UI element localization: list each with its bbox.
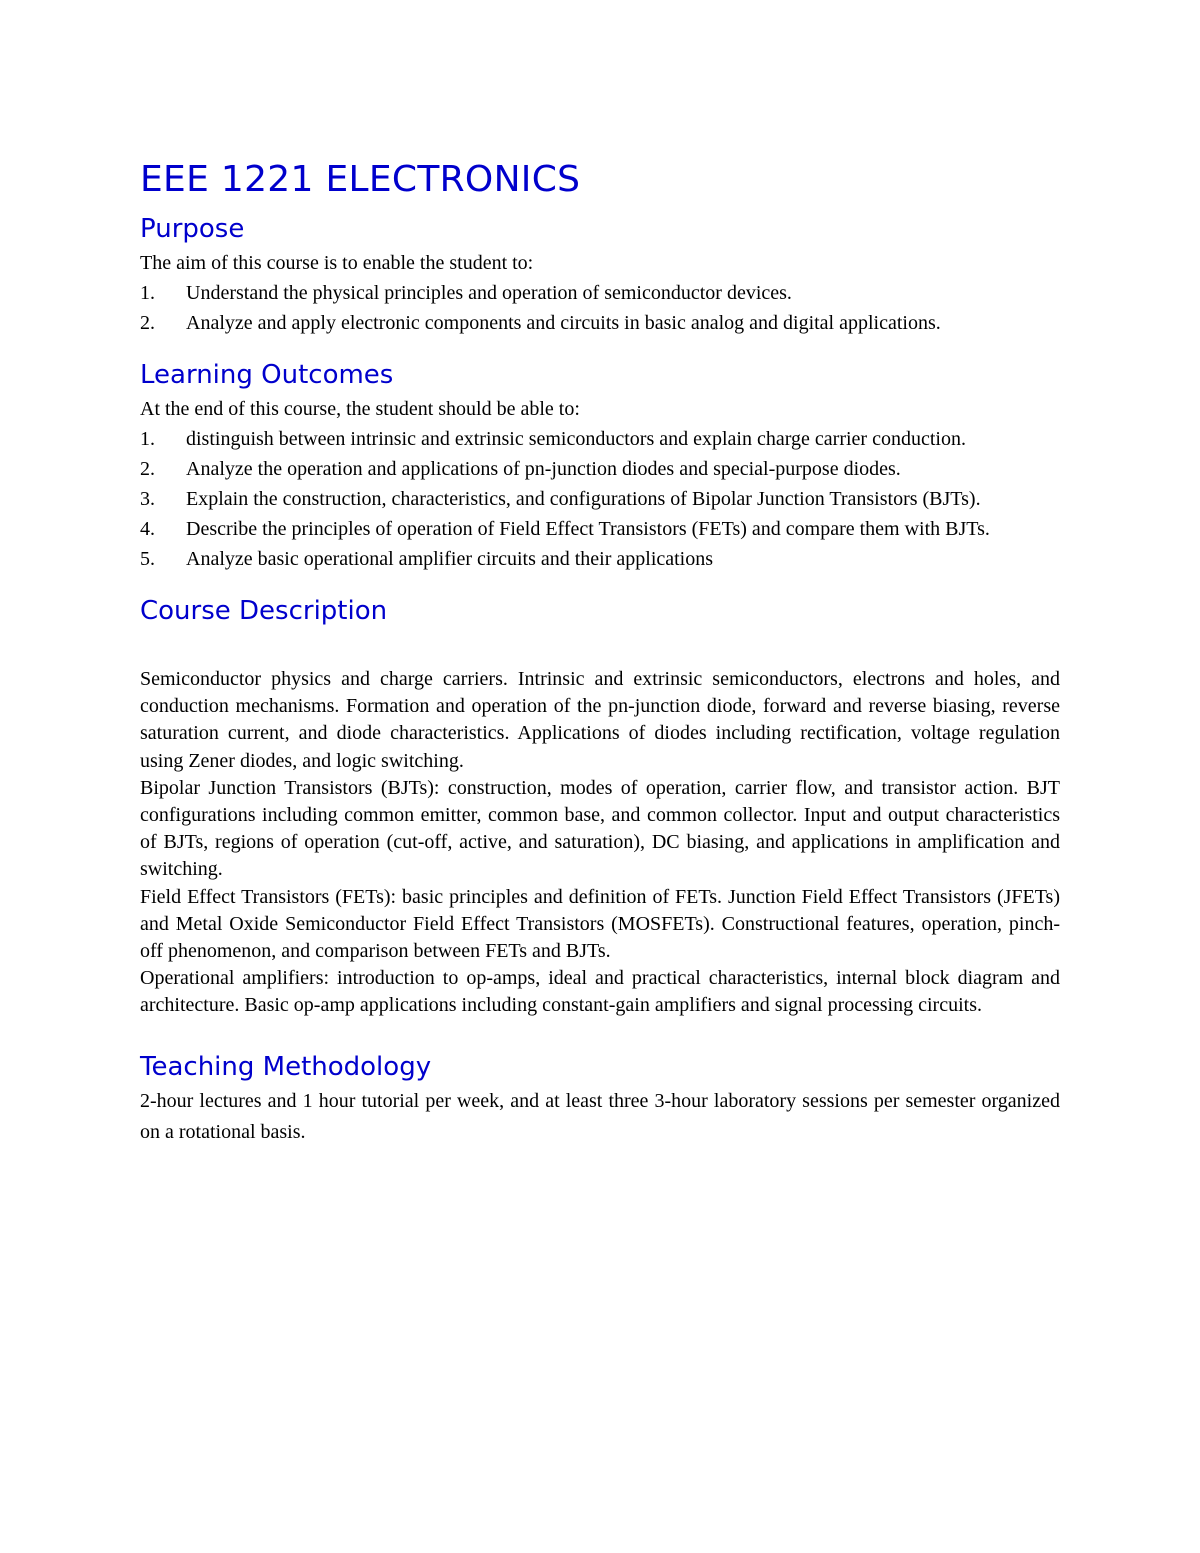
teaching-methodology-text: 2-hour lectures and 1 hour tutorial per week, and at least three 3-hour laboratory sessions per semester organized on a rotational basis. (140, 1089, 1060, 1143)
list-number: 1. (140, 282, 155, 304)
description-paragraph: Bipolar Junction Transistors (BJTs): construction, modes of operation, carrier flow, and transistor action. BJT configurations including common emitter, common base, and common collector. Input and output characteristics of BJTs, regions of operation (cut-off, active, and saturation), DC biasing, and applications in amplification and switching. (140, 776, 1060, 881)
course-title: EEE 1221 ELECTRONICS (140, 159, 581, 200)
description-paragraph: Operational amplifiers: introduction to op-amps, ideal and practical characteristics, internal block diagram and architecture. Basic op-amp applications including constant-gain amplifiers and signal processing circuits. (140, 967, 1060, 1017)
outcomes-list (140, 424, 1060, 574)
course-description-heading: Course Description (140, 596, 388, 626)
list-text: distinguish between intrinsic and extrinsic semiconductors and explain charge carrier conduction. (186, 428, 966, 450)
list-number: 1. (140, 428, 155, 450)
list-number: 2. (140, 312, 155, 334)
outcomes-intro: At the end of this course, the student should be able to: (140, 398, 580, 420)
list-item (140, 484, 1060, 514)
document-page (140, 152, 1060, 1148)
list-text: Analyze and apply electronic components and circuits in basic analog and digital applications. (186, 312, 941, 334)
list-item (140, 454, 1060, 484)
list-item (140, 424, 1060, 454)
list-item (140, 514, 1060, 544)
list-number: 2. (140, 458, 155, 480)
description-paragraph: Semiconductor physics and charge carriers. Intrinsic and extrinsic semiconductors, electrons and holes, and conduction mechanisms. Formation and operation of the pn-junction diode, forward and reverse biasing, reverse saturation current, and diode characteristics. Applications of diodes including rectification, voltage regulation using Zener diodes, and logic switching. (140, 668, 1060, 772)
purpose-heading: Purpose (140, 214, 245, 244)
list-text: Analyze basic operational amplifier circuits and their applications (186, 548, 714, 570)
list-text: Understand the physical principles and operation of semiconductor devices. (186, 282, 792, 304)
list-item (140, 278, 1060, 308)
purpose-list (140, 278, 1060, 338)
description-paragraph: Field Effect Transistors (FETs): basic principles and definition of FETs. Junction Field Effect Transistors (JFETs) and Metal Oxide Semiconductor Field Effect Transistors (MOSFETs). Constructional features, operation, pinch-off phenomenon, and comparison between FETs and BJTs. (140, 885, 1060, 963)
course-description-body (140, 666, 1060, 1020)
list-number: 4. (140, 518, 155, 540)
list-text: Explain the construction, characteristics, and configurations of Bipolar Junction Transistors (BJTs). (186, 488, 981, 510)
list-number: 3. (140, 488, 155, 510)
list-text: Analyze the operation and applications of pn-junction diodes and special-purpose diodes. (186, 458, 901, 480)
list-item (140, 308, 1060, 338)
teaching-methodology-heading: Teaching Methodology (140, 1051, 432, 1082)
list-item (140, 544, 1060, 574)
purpose-intro: The aim of this course is to enable the student to: (140, 252, 534, 274)
learning-outcomes-heading: Learning Outcomes (140, 360, 394, 390)
list-number: 5. (140, 548, 155, 570)
list-text: Describe the principles of operation of Field Effect Transistors (FETs) and compare them with BJTs. (186, 518, 990, 540)
